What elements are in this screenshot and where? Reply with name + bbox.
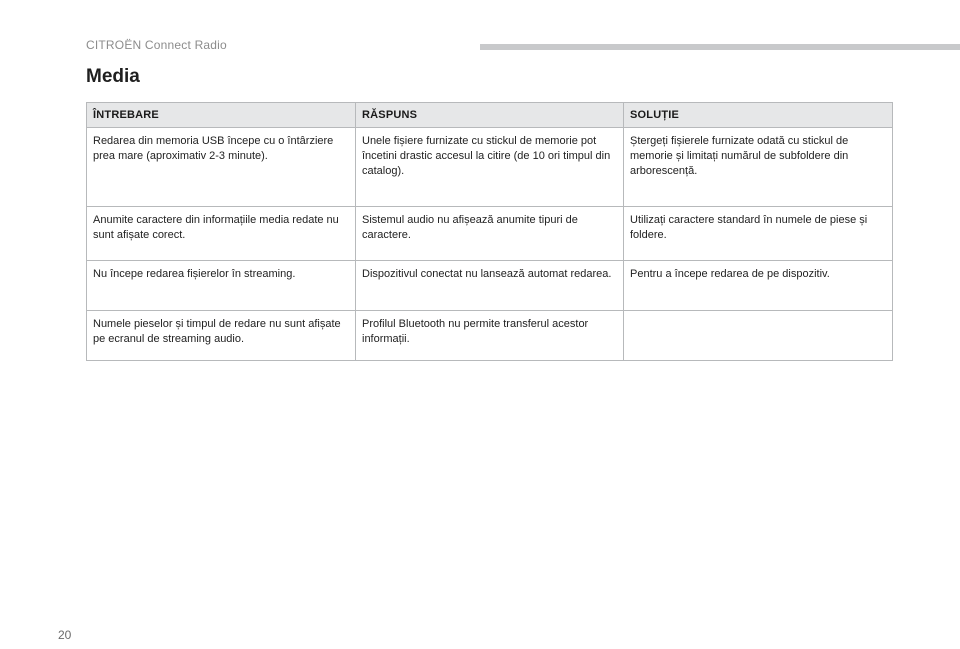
question-cell: Redarea din memoria USB începe cu o întârziere prea mare (aproximativ 2-3 minute). <box>87 128 356 207</box>
column-header-question: ÎNTREBARE <box>87 103 356 128</box>
header-rule <box>480 44 960 50</box>
answer-cell: Profilul Bluetooth nu permite transferul acestor informații. <box>356 311 624 361</box>
column-header-answer: RĂSPUNS <box>356 103 624 128</box>
table-row <box>87 207 893 261</box>
answer-cell: Sistemul audio nu afișează anumite tipuri de caractere. <box>356 207 624 261</box>
document-header-title: CITROËN Connect Radio <box>86 38 227 52</box>
solution-cell: Pentru a începe redarea de pe dispozitiv. <box>624 261 893 311</box>
question-cell: Numele pieselor și timpul de redare nu sunt afișate pe ecranul de streaming audio. <box>87 311 356 361</box>
section-title: Media <box>86 66 140 87</box>
question-cell: Anumite caractere din informațiile media redate nu sunt afișate corect. <box>87 207 356 261</box>
solution-cell <box>624 311 893 361</box>
table-row <box>87 311 893 361</box>
faq-table <box>86 102 893 361</box>
table-header-row <box>87 103 893 128</box>
table-row <box>87 261 893 311</box>
answer-cell: Unele fișiere furnizate cu stickul de memorie pot încetini drastic accesul la citire (de 10 ori timpul din catalog). <box>356 128 624 207</box>
question-cell: Nu începe redarea fișierelor în streaming. <box>87 261 356 311</box>
page-number: 20 <box>58 628 72 642</box>
solution-cell: Ștergeți fișierele furnizate odată cu stickul de memorie și limitați numărul de subfoldere din arborescență. <box>624 128 893 207</box>
answer-cell: Dispozitivul conectat nu lansează automat redarea. <box>356 261 624 311</box>
column-header-solution: SOLUȚIE <box>624 103 893 128</box>
table-row <box>87 128 893 207</box>
solution-cell: Utilizați caractere standard în numele de piese și foldere. <box>624 207 893 261</box>
